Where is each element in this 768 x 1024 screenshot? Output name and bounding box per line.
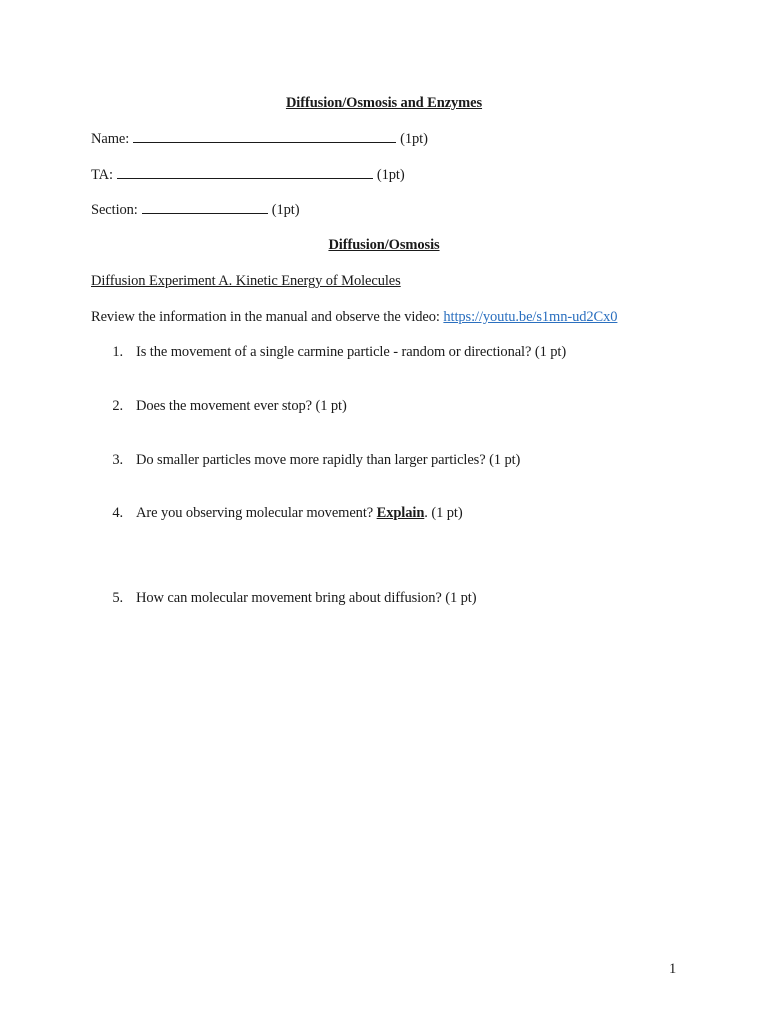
question-number: 2. (112, 398, 123, 414)
ta-points: (1pt) (376, 167, 405, 183)
ta-label: TA: (91, 167, 113, 183)
question-number: 1. (112, 344, 123, 360)
question-number: 3. (112, 452, 123, 468)
question-text: How can molecular movement bring about diffusion? (1 pt) (136, 590, 477, 606)
experiment-heading: Diffusion Experiment A. Kinetic Energy of Molecules (91, 273, 401, 289)
name-blank-line[interactable] (133, 129, 396, 143)
question-text: Does the movement ever stop? (1 pt) (136, 398, 347, 414)
question-number: 4. (112, 505, 123, 521)
instructions-text: Review the information in the manual and observe the video: (91, 309, 440, 325)
section-points: (1pt) (271, 202, 300, 218)
section-label: Section: (91, 202, 138, 218)
explain-emphasis: Explain (376, 505, 425, 521)
question-text: Do smaller particles move more rapidly than larger particles? (1 pt) (136, 452, 521, 468)
document-title: Diffusion/Osmosis and Enzymes (285, 95, 483, 111)
section-heading: Diffusion/Osmosis (328, 237, 440, 253)
ta-field-row (91, 165, 405, 184)
instructions (91, 308, 617, 326)
question-text-after: . (1 pt) (424, 505, 463, 521)
question-text (136, 504, 463, 522)
video-link[interactable]: https://youtu.be/s1mn-ud2Cx0 (443, 309, 618, 325)
question-number: 5. (112, 590, 123, 606)
name-points: (1pt) (400, 131, 428, 147)
ta-blank-line[interactable] (117, 165, 373, 179)
question-text: Is the movement of a single carmine particle - random or directional? (1 pt) (136, 344, 567, 360)
name-field-row (91, 129, 428, 148)
page-number: 1 (669, 961, 677, 977)
section-field-row (91, 200, 299, 219)
question-text-before: Are you observing molecular movement? (136, 505, 374, 521)
name-label: Name: (91, 131, 130, 147)
section-blank-line[interactable] (142, 200, 268, 214)
